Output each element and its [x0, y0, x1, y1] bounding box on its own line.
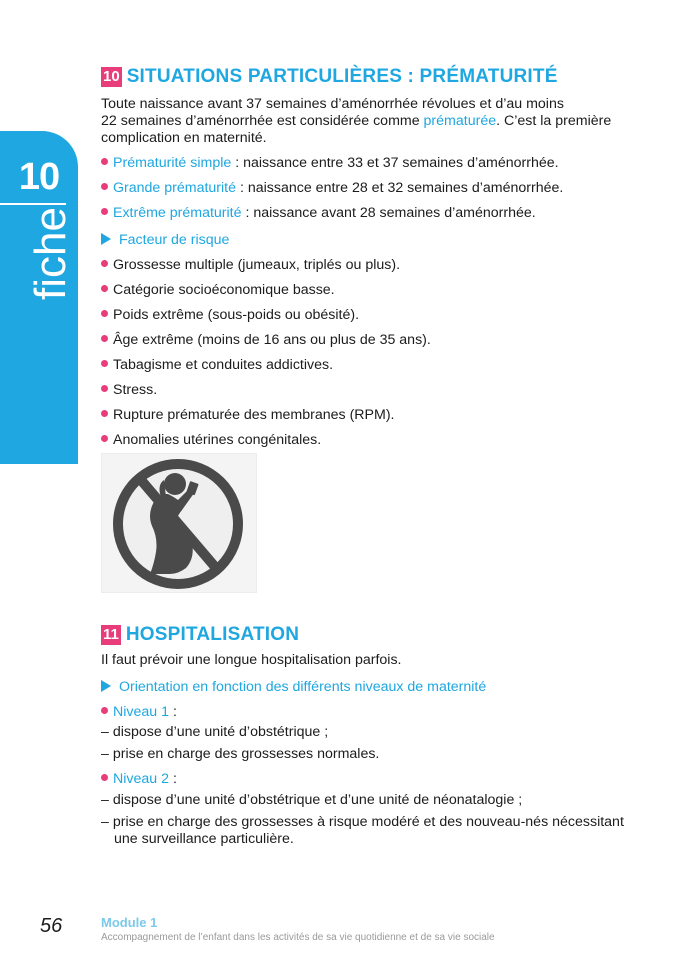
list-item [101, 180, 563, 196]
pink-dot-icon [101, 774, 108, 781]
highlight-term: prématurée [423, 113, 497, 129]
section-11-heading [101, 624, 299, 646]
list-item: – dispose d’une unité d’obstétrique et d’une unité de néonatalogie ; [101, 792, 523, 808]
risk-text: Grossesse multiple (jumeaux, triplés ou plus). [113, 257, 401, 273]
list-item: – prise en charge des grossesses normales. [101, 746, 380, 762]
list-item [101, 432, 321, 448]
term: Extrême prématurité [113, 205, 242, 221]
subheading-text: Orientation en fonction des différents niveaux de maternité [119, 679, 487, 695]
hospitalisation-intro: Il faut prévoir une longue hospitalisation parfois. [101, 652, 402, 668]
definition: : naissance entre 33 et 37 semaines d’aménorrhée. [231, 155, 559, 171]
list-item [101, 332, 431, 348]
level-term: Niveau 1 [113, 704, 169, 720]
subheading-text: Facteur de risque [119, 232, 230, 248]
definition: : naissance entre 28 et 32 semaines d’aménorrhée. [236, 180, 564, 196]
intro-line: complication en maternité. [101, 130, 267, 146]
term: Prématurité simple [113, 155, 232, 171]
intro-text: . C’est la première [496, 113, 612, 129]
risk-text: Stress. [113, 382, 158, 398]
blue-triangle-icon [101, 233, 111, 245]
intro-line [101, 113, 621, 130]
pink-dot-icon [101, 183, 108, 190]
colon: : [169, 704, 177, 720]
pink-dot-icon [101, 360, 108, 367]
pink-dot-icon [101, 435, 108, 442]
pink-dot-icon [101, 310, 108, 317]
no-alcohol-pregnant-figure [101, 453, 257, 593]
pink-dot-icon [101, 385, 108, 392]
side-tab-divider [0, 203, 66, 205]
list-item [101, 382, 157, 398]
module-title: Module 1 [101, 915, 158, 930]
list-item [101, 357, 333, 373]
risk-text: Rupture prématurée des membranes (RPM). [113, 407, 395, 423]
list-item [101, 257, 400, 273]
list-item [101, 407, 395, 423]
pink-dot-icon [101, 335, 108, 342]
list-item-continuation: une surveillance particulière. [114, 831, 294, 847]
level-1-label [101, 704, 177, 720]
section-title: HOSPITALISATION [125, 624, 300, 645]
list-item [101, 155, 559, 171]
level-2-label [101, 771, 177, 787]
blue-triangle-icon [101, 680, 111, 692]
pink-dot-icon [101, 410, 108, 417]
section-number-badge: 10 [103, 68, 120, 85]
pink-dot-icon [101, 208, 108, 215]
pink-dot-icon [101, 707, 108, 714]
list-item [101, 282, 335, 298]
section-title: SITUATIONS PARTICULIÈRES : PRÉMATURITÉ [126, 66, 558, 87]
fiche-number: 10 [18, 156, 60, 198]
fiche-label: fiche [26, 207, 75, 300]
colon: : [169, 771, 177, 787]
level-term: Niveau 2 [113, 771, 169, 787]
page-number: 56 [40, 915, 63, 937]
section-10-heading [101, 66, 558, 88]
intro-paragraph [101, 96, 621, 147]
risk-text: Anomalies utérines congénitales. [113, 432, 322, 448]
orientation-subheading [101, 679, 486, 695]
no-alcohol-pregnant-icon [102, 454, 256, 592]
risk-text: Âge extrême (moins de 16 ans ou plus de 35 ans). [113, 332, 431, 348]
section-number-badge: 11 [103, 626, 119, 643]
pink-dot-icon [101, 260, 108, 267]
intro-line: Toute naissance avant 37 semaines d’aménorrhée révolues et d’au moins [101, 96, 564, 112]
list-item: – dispose d’une unité d’obstétrique ; [101, 724, 329, 740]
pink-dot-icon [101, 158, 108, 165]
term: Grande prématurité [113, 180, 237, 196]
risk-text: Tabagisme et conduites addictives. [113, 357, 334, 373]
risk-text: Catégorie socioéconomique basse. [113, 282, 335, 298]
module-subtitle: Accompagnement de l’enfant dans les activités de sa vie quotidienne et de sa vie sociale [101, 932, 495, 943]
pink-dot-icon [101, 285, 108, 292]
list-item: – prise en charge des grossesses à risque modéré et des nouveau-nés nécessitant [101, 814, 624, 830]
list-item [101, 205, 536, 221]
intro-text: 22 semaines d’aménorrhée est considérée comme [101, 113, 424, 129]
risk-subheading [101, 232, 229, 248]
definition: : naissance avant 28 semaines d’aménorrhée. [241, 205, 536, 221]
list-item [101, 307, 359, 323]
risk-text: Poids extrême (sous-poids ou obésité). [113, 307, 360, 323]
